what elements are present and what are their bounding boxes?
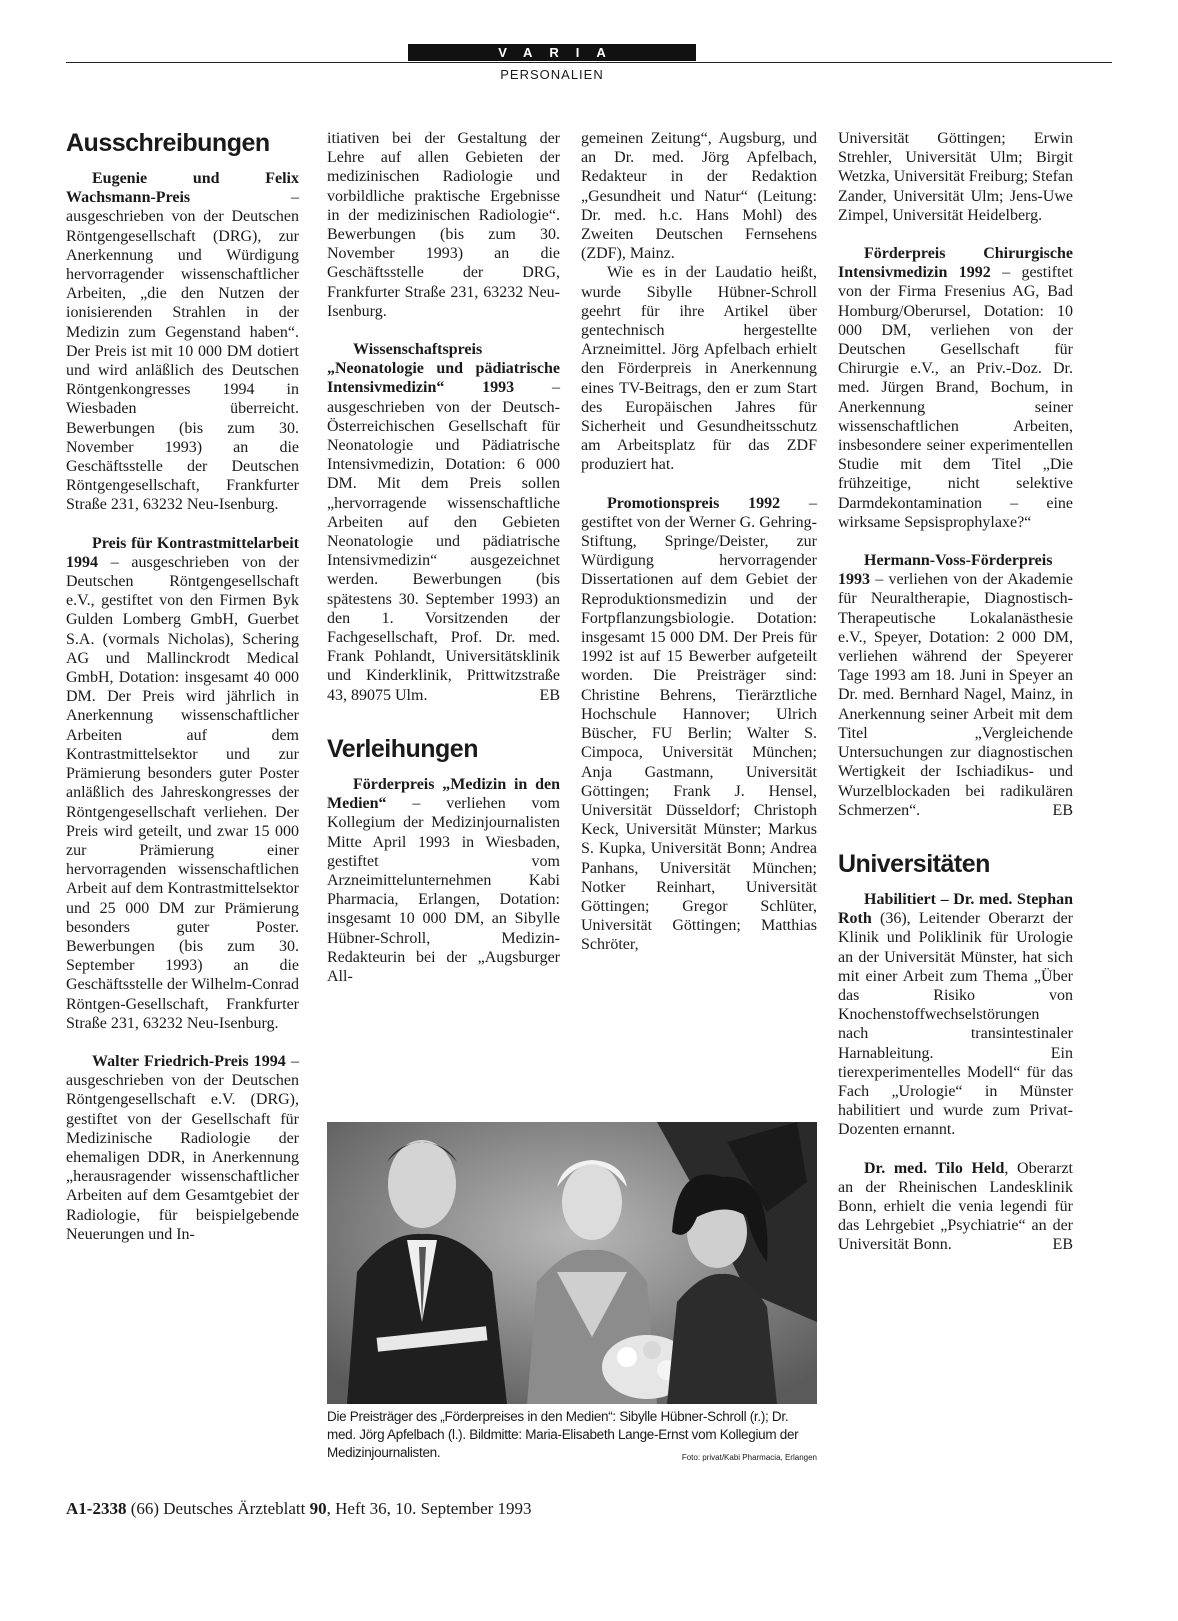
volume: 90 — [309, 1499, 327, 1518]
author-initials: EB — [539, 686, 560, 704]
article-title: Hermann-Voss-Förderpreis 1993 — [838, 552, 1053, 589]
article-neonatologie — [327, 340, 560, 705]
article-body: – ausgeschrieben von der Deutschen Röntgengesellschaft e.V., gestiftet von den Firmen Byk Gulden Lomberg GmbH, Guerbet S.A. (vormals Nicholas), Schering AG und Mallinckrodt Medical GmbH, Dotation: insgesamt 40 000 DM. Der Preis wird jährlich in Anerkennung wissenschaftlicher Arbeiten auf dem Kontrastmittelsektor und zur Prämierung besonders guter Poster anläßlich des Jahreskongresses der Röntgengesellschaft verliehen. Der Preis wird geteilt, und zwar 15 000 zur Prämierung einer hervorragenden wissenschaftlichen Arbeit auf dem Kontrastmittelsektor und 25 000 DM zur Prämierung besonders guter Poster. Bewerbungen (bis zum 30. September 1993) an die Geschäftsstelle der Wilhelm-Conrad Röntgen-Gesellschaft, Frankfurter Straße 231, 63232 Neu-Isenburg. — [66, 553, 299, 1032]
article-body: – gestiftet von der Firma Fresenius AG, Bad Homburg/Oberursel, Dotation: 10 000 DM, verliehen von der Deutschen Gesellschaft für Chirurgie e.V., an Priv.-Doz. Dr. med. Jürgen Brand, Bochum, in Anerkennung seiner wissenschaftlichen Arbeiten, insbesondere seiner experimentellen Studie mit dem Titel „Die frühzeitige, nicht selektive Darmdekontamination – eine wirksame Sepsisprophylaxe?“ — [838, 264, 1073, 531]
column-1 — [66, 129, 299, 1244]
column-4 — [838, 129, 1073, 1255]
issue: , Heft 36, 10. September 1993 — [326, 1499, 532, 1518]
article-roth — [838, 890, 1073, 1140]
article-friedrich-cont: itiativen bei der Gestaltung der Lehre auf allen Gebieten der medizinischen Radiologie und vorbildliche praktische Ergebnisse in der medizinischen Radiologie“. Bewerbungen (bis zum 30. November 1993) an die Geschäftsstelle der DRG, Frankfurter Straße 231, 63232 Neu-Isenburg. — [327, 130, 560, 320]
article-chirurgie — [838, 244, 1073, 532]
photo-caption — [327, 1408, 817, 1467]
article-promotionspreis — [581, 494, 817, 955]
article-medizin-medien-cont: gemeinen Zeitung“, Augsburg, und an Dr. med. Jörg Apfelbach, Redakteur in der Redaktion „Gesundheit und Natur“ (Leitung: Dr. med. h.c. Hans Mohl) des Zweiten Deutschen Fernsehens (ZDF), Mainz. — [581, 130, 817, 263]
heading-verleihungen: Verleihungen — [327, 734, 478, 763]
article-body: – ausgeschrieben von der Deutschen Röntgengesellschaft (DRG), zur Anerkennung und Würdigung hervorragender wissenschaftlicher Arbeiten, „die den Nutzen der ionisierenden Strahlen in der Medizin zum Gegenstand haben“. Der Preis ist mit 10 000 DM dotiert und wird anläßlich des Deutschen Röntgenkongresses 1994 in Wiesbaden überreicht. Bewerbungen (bis zum 30. November 1993) an die Geschäftsstelle der Deutschen Röntgengesellschaft, Frankfurter Straße 231, 63232 Neu-Isenburg. — [66, 189, 299, 514]
article-title: Preis für Kontrastmittelarbeit 1994 — [66, 534, 299, 571]
article-kontrastmittel — [66, 534, 299, 1033]
article-friedrich — [66, 1052, 299, 1244]
subsection-label: PERSONALIEN — [500, 67, 604, 82]
section-banner: VARIA — [408, 44, 696, 61]
photo-illustration — [327, 1122, 817, 1404]
article-voss — [838, 551, 1073, 820]
citation: (66) Deutsches Ärzteblatt — [130, 1499, 306, 1518]
page-footer — [66, 1499, 532, 1519]
article-body: (36), Leitender Oberarzt der Klinik und Poliklinik für Urologie an der Universität Münster, hat sich mit einer Arbeit zum Thema „Über das Risiko von Knochenstoffwechselstörungen nach transintestinaler Harnableitung. Ein tierexperimentelles Modell“ für das Fach „Urologie“ in Münster habilitiert und wurde zum Privat-Dozenten ernannt. — [838, 910, 1073, 1139]
article-body: – verliehen von der Akademie für Neuraltherapie, Diagnostisch-Therapeutische Lokalanästhesie e.V., Speyer, Dotation: 2 000 DM, verliehen während der Speyerer Tage 1993 am 18. Juni in Speyer an Dr. med. Bernhard Nagel, Mainz, in Anerkennung seiner Arbeit mit dem Titel „Vergleichende Untersuchungen zur diagnostischen Wertigkeit der Ischiadikus- und Wurzelblockaden bei radikulären Schmerzen“. — [838, 571, 1073, 819]
article-body: – ausgeschrieben von der Deutsch-Österreichischen Gesellschaft für Neonatologie und Pädiatrische Intensivmedizin, Dotation: 6 000 DM. Mit dem Preis sollen „hervorragende wissenschaftliche Arbeiten auf den Gebieten Neonatologie und pädiatrische Intensivmedizin“ ausgezeichnet werden. Bewerbungen (bis spätestens 30. September 1993) an den 1. Vorsitzenden der Fachgesellschaft, Prof. Dr. med. Frank Pohlandt, Universitätsklinik und Kinderklinik, Prittwitzstraße 43, 89075 Ulm. — [327, 379, 560, 704]
article-title: Habilitiert – Dr. med. Stephan Roth — [838, 890, 1073, 928]
article-held — [838, 1159, 1073, 1255]
article-laudatio: Wie es in der Laudatio heißt, wurde Sibylle Hübner-Schroll geehrt für ihre Artikel über gentechnisch hergestellte Arzneimittel. Jörg Apfelbach erhielt den Förderpreis in Anerkennung eines TV-Beitrags, den er zum Start des Europäischen Jahres für Sicherheit und Gesundheitsschutz am Arbeitsplatz für das ZDF produziert hat. — [581, 264, 817, 474]
article-title: Förderpreis „Medizin in den Medien“ — [327, 775, 560, 813]
article-title: Dr. med. Tilo Held — [864, 1159, 1005, 1177]
article-title: Promotionspreis 1992 — [607, 494, 781, 512]
article-promotionspreis-cont: Universität Göttingen; Erwin Strehler, Universität Ulm; Birgit Wetzka, Universität Freiburg; Stefan Zander, Universität Ulm; Jens-Uwe Zimpel, Universität Heidelberg. — [838, 130, 1073, 224]
article-body: , Oberarzt an der Rheinischen Landesklinik Bonn, erhielt die venia legendi für das Lehrgebiet „Psychiatrie“ an der Universität Bonn. — [838, 1159, 1073, 1254]
article-body: – gestiftet von der Werner G. Gehring-Stiftung, Springe/Deister, zur Würdigung hervorragender Dissertationen auf dem Gebiet der Reproduktionsmedizin und der Fortpflanzungsbiologie. Dotation: insgesamt 15 000 DM. Der Preis für 1992 ist auf 15 Bewerber aufgeteilt worden. Die Preisträger sind: Christine Behrens, Tierärztliche Hochschule Hannover; Ulrich Büscher, FU Berlin; Walter S. Cimpoca, Universität München; Anja Gastmann, Universität Göttingen; Frank J. Hensel, Universität Düsseldorf; Christoph Keck, Universität Münster; Markus S. Kupka, Universität Bonn; Andrea Panhans, Universität München; Notker Reinhart, Universität Göttingen; Gregor Schlüter, Universität Göttingen; Matthias Schröter, — [581, 494, 818, 954]
photo-credit: Foto: privat/Kabi Pharmacia, Erlangen — [681, 1453, 817, 1462]
article-title: Walter Friedrich-Preis 1994 — [92, 1052, 286, 1070]
article-body: – verliehen vom Kollegium der Medizinjournalisten Mitte April 1993 in Wiesbaden, gestiftet vom Arzneimittelunternehmen Kabi Pharmacia, Erlangen, Dotation: insgesamt 10 000 DM, an Sibylle Hübner-Schroll, Medizin-Redakteurin bei der „Augsburger All- — [327, 795, 560, 985]
award-photo — [327, 1122, 817, 1404]
article-title: Förderpreis Chirurgische Intensivmedizin 1992 — [838, 245, 1073, 282]
article-title: Eugenie und Felix Wachsmann-Preis — [66, 170, 299, 207]
article-wachsmann — [66, 169, 299, 515]
heading-universitaeten: Universitäten — [838, 849, 990, 878]
column-2 — [327, 129, 560, 986]
article-body: – ausgeschrieben von der Deutschen Röntgengesellschaft e.V. (DRG), gestiftet von der Gesellschaft für Medizinische Radiologie der ehemaligen DDR, in Anerkennung „herausragender wissenschaftlicher Arbeiten auf dem Gesamtgebiet der Radiologie, für beispielgebende Neuerungen und In- — [66, 1052, 300, 1243]
caption-text: Die Preisträger des „Förderpreises in den Medien“: Sibylle Hübner-Schroll (r.); Dr. med. Jörg Apfelbach (l.). Bildmitte: Maria-Elisabeth Lange-Ernst vom Kollegium der Medizinjournalisten. — [327, 1409, 799, 1460]
article-title: Wissenschaftspreis „Neonatologie und pädiatrische Intensivmedizin“ 1993 — [327, 341, 560, 397]
column-3 — [581, 129, 817, 955]
article-medizin-medien — [327, 775, 560, 986]
heading-ausschreibungen: Ausschreibungen — [66, 129, 270, 157]
header-rule — [66, 62, 1112, 63]
page-code: A1-2338 — [66, 1499, 127, 1518]
author-initials: EB — [1052, 801, 1073, 819]
author-initials: EB — [1052, 1236, 1073, 1254]
